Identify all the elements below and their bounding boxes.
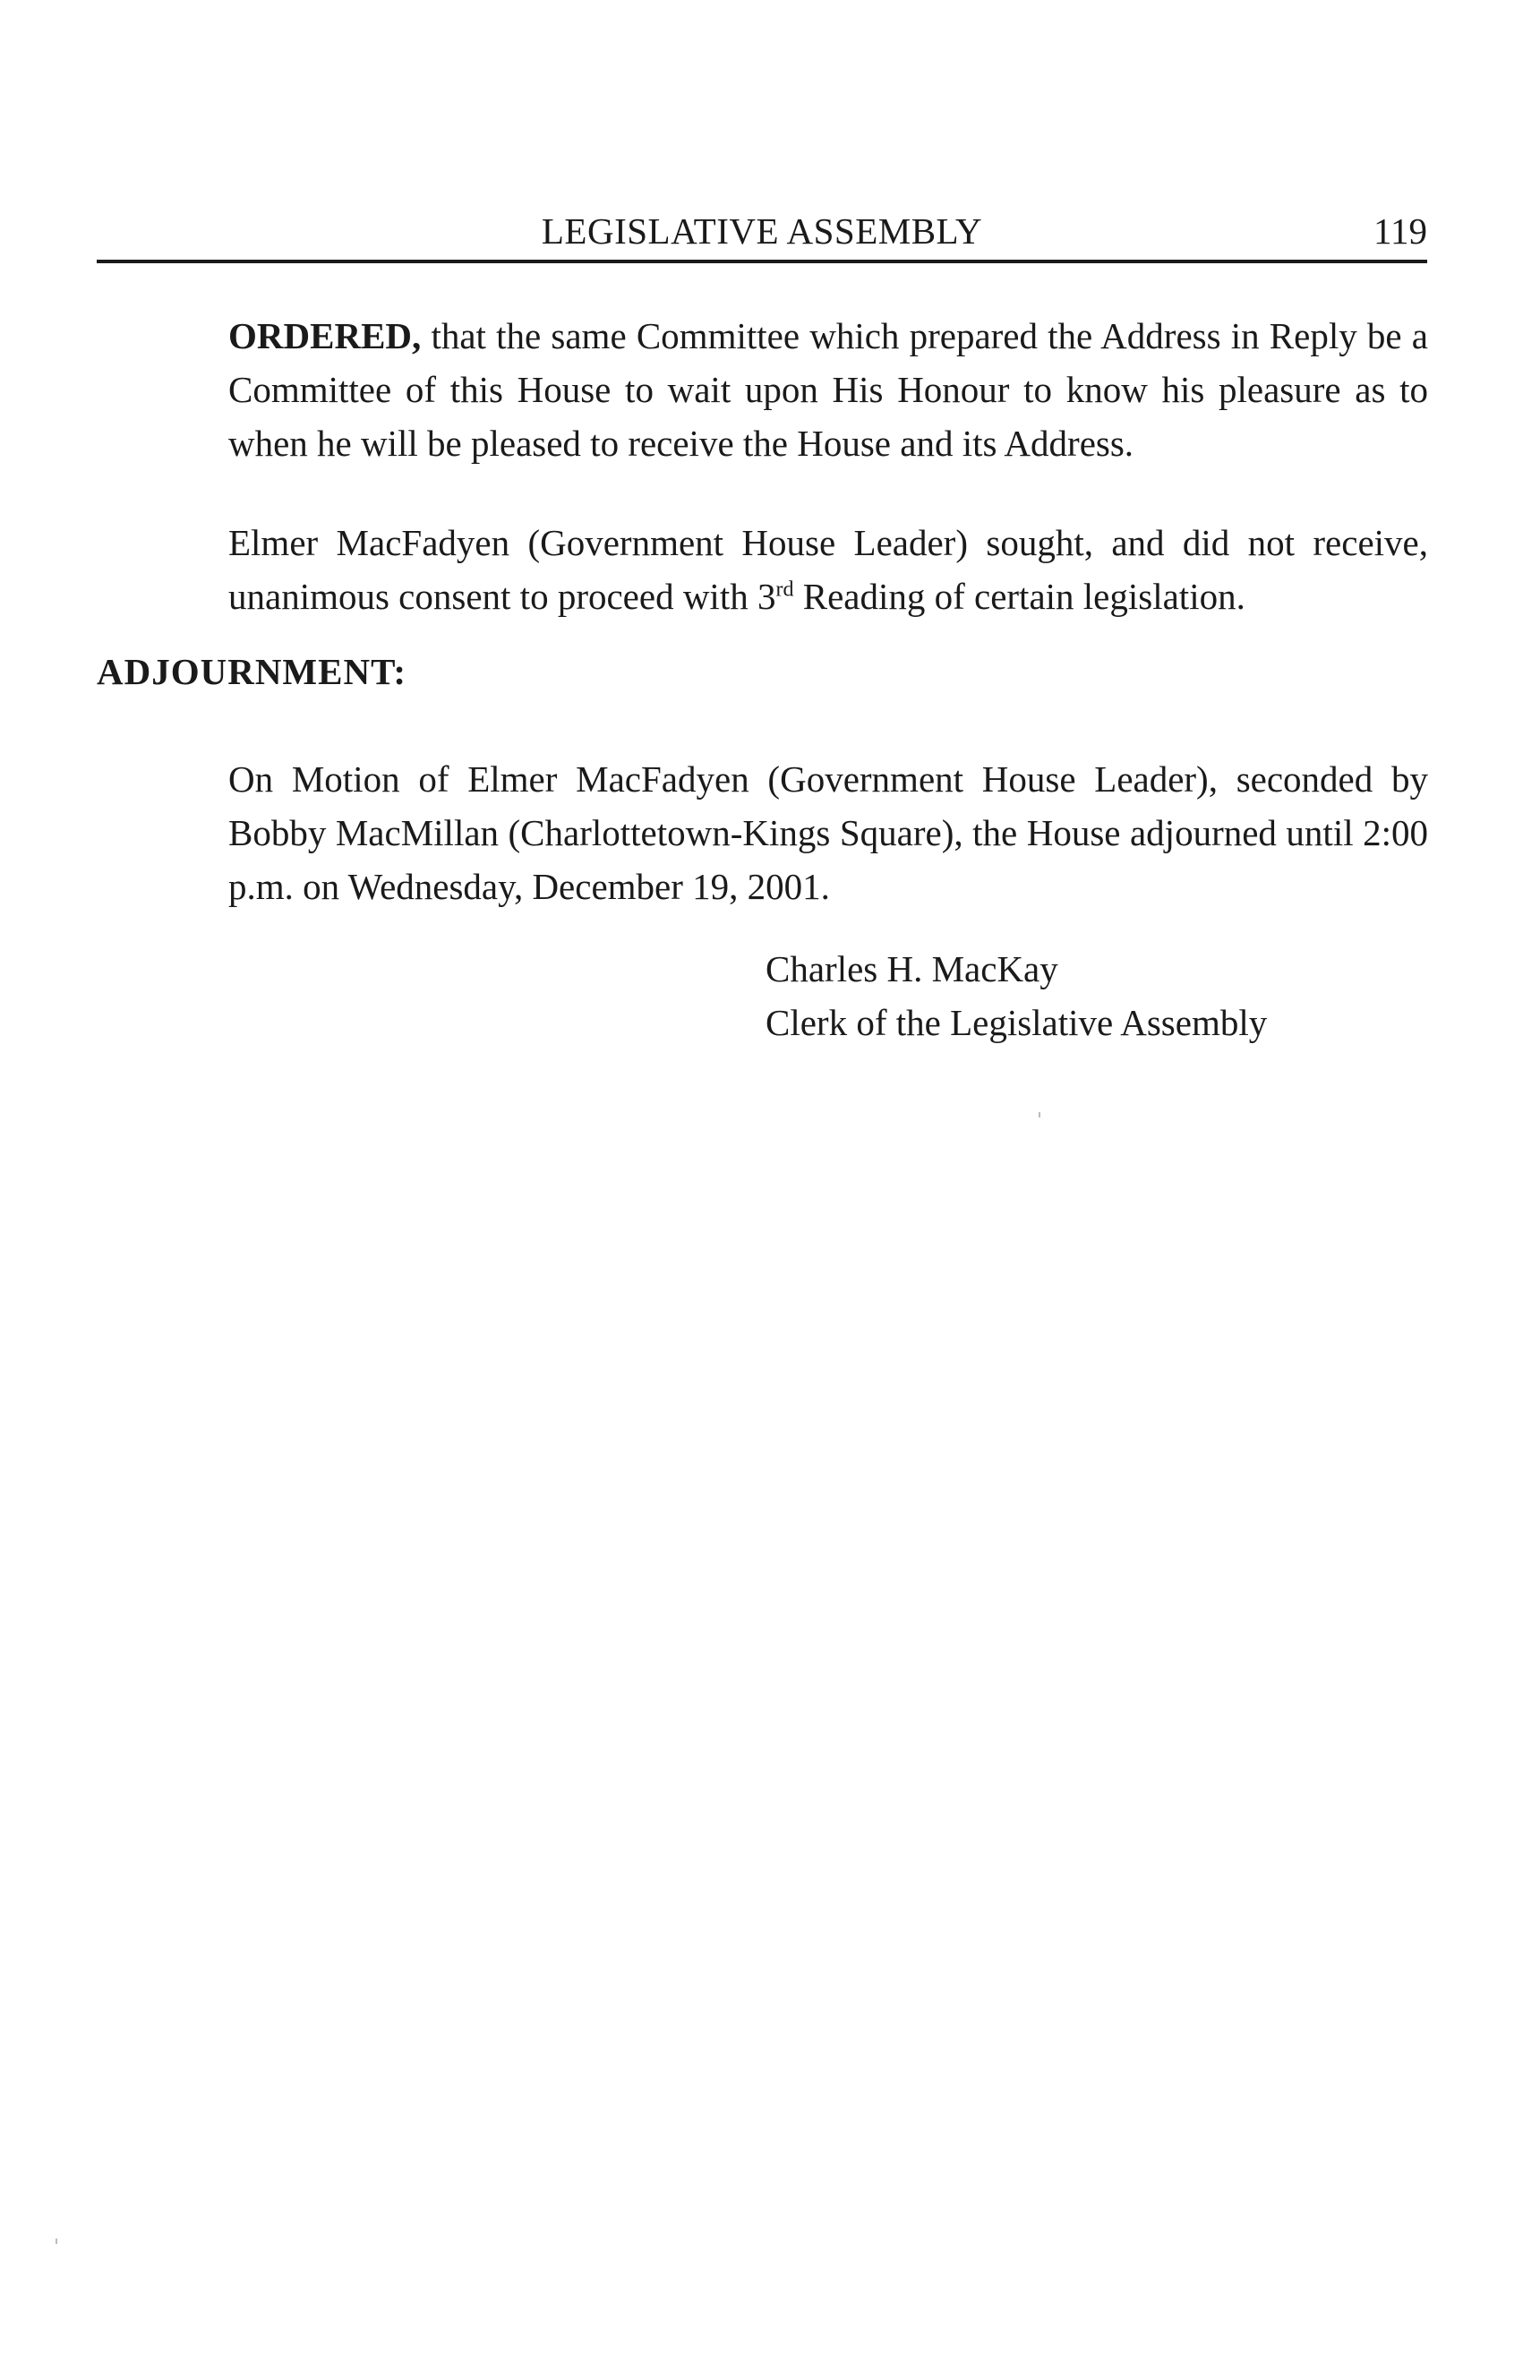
scan-speck xyxy=(56,2239,57,2244)
signature-title: Clerk of the Legislative Assembly xyxy=(766,1002,1268,1043)
section-heading-adjournment: ADJOURNMENT: xyxy=(97,651,407,692)
signature-name: Charles H. MacKay xyxy=(766,948,1058,989)
ordinal-superscript: rd xyxy=(775,578,794,602)
page-number: 119 xyxy=(1373,210,1427,252)
paragraph-adjournment xyxy=(228,752,1428,913)
header-rule xyxy=(97,260,1427,263)
scan-speck xyxy=(1039,1112,1040,1117)
signature-block xyxy=(766,942,1267,1049)
paragraph-consent xyxy=(228,516,1428,623)
consent-text-after: Reading of certain legislation. xyxy=(802,576,1245,617)
page-header xyxy=(97,204,1427,267)
header-title: LEGISLATIVE ASSEMBLY xyxy=(541,210,983,252)
ordered-lead: ORDERED, xyxy=(228,315,422,356)
ordered-text: that the same Committee which prepared the Address in Reply be a Committee of this House to wait upon His Honour to know his pleasure as to when he will be pleased to receive the House and its Address. xyxy=(228,315,1429,464)
paragraph-ordered xyxy=(228,309,1428,470)
adjournment-text: On Motion of Elmer MacFadyen (Government House Leader), seconded by Bobby MacMillan (Charlottetown-Kings Square), the House adjourned until 2:00 p.m. on Wednesday, December 19, 2001. xyxy=(228,758,1428,907)
consent-text-before: Elmer MacFadyen (Government House Leader) sought, and did not receive, unanimous consent to proceed with 3 xyxy=(228,522,1428,617)
